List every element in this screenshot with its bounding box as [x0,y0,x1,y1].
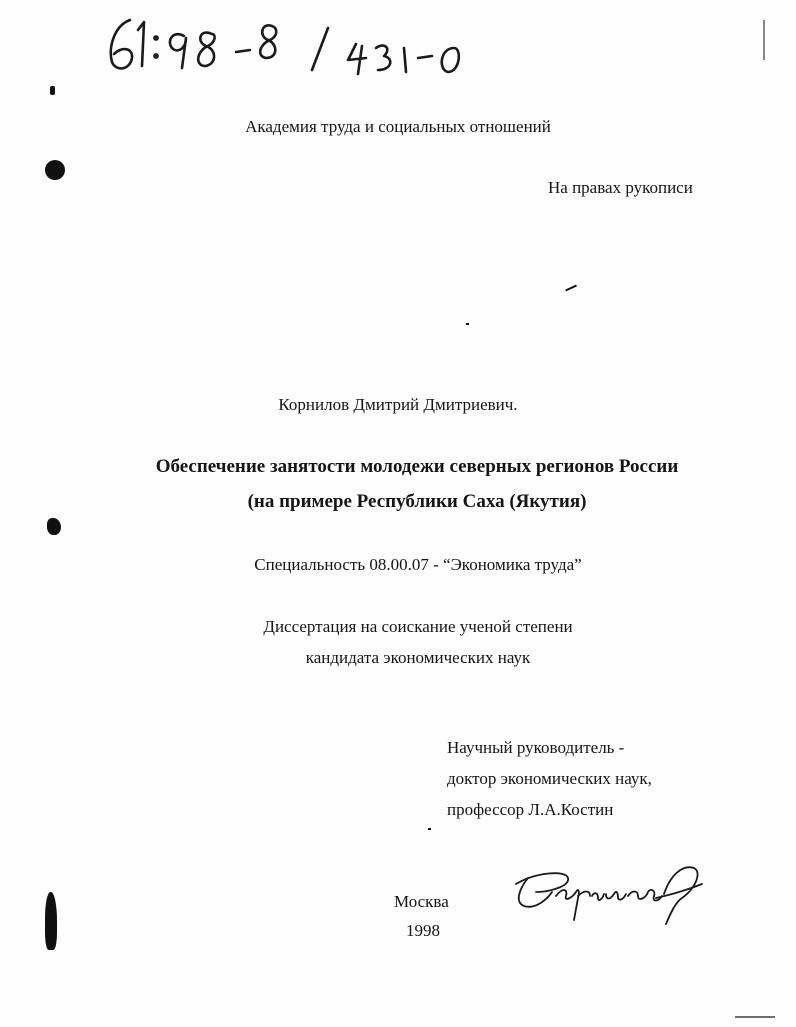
city: Москва [394,892,449,911]
scan-speck [565,285,577,291]
scan-mark [45,892,57,950]
degree-line-2: кандидата экономических наук [305,648,531,667]
scan-mark [47,518,61,535]
degree-line-1: Диссертация на соискание ученой степени [263,617,573,636]
year: 1998 [406,921,440,940]
dissertation-title-line-2: (на примере Республики Саха (Якутия) [247,491,587,512]
supervisor-line-3: профессор Л.А.Костин [447,800,614,819]
scan-mark [50,86,55,95]
supervisor-line-1: Научный руководитель - [447,738,625,757]
supervisor-line-2: доктор экономических наук, [447,769,652,788]
rights-notice: На правах рукописи [548,178,693,197]
scan-speck [763,20,765,60]
scan-speck [428,828,431,830]
scan-speck [466,323,469,325]
specialty-line: Специальность 08.00.07 - “Экономика труда” [254,555,582,574]
author-signature [506,858,711,928]
archive-code-handwriting [100,8,480,78]
institution-name: Академия труда и социальных отношений [245,117,551,136]
author-name: Корнилов Дмитрий Дмитриевич. [278,395,518,414]
scan-hole [45,160,65,180]
scan-speck [735,1016,775,1018]
dissertation-title-line-1: Обеспечение занятости молодежи северных регионов России [155,456,679,477]
